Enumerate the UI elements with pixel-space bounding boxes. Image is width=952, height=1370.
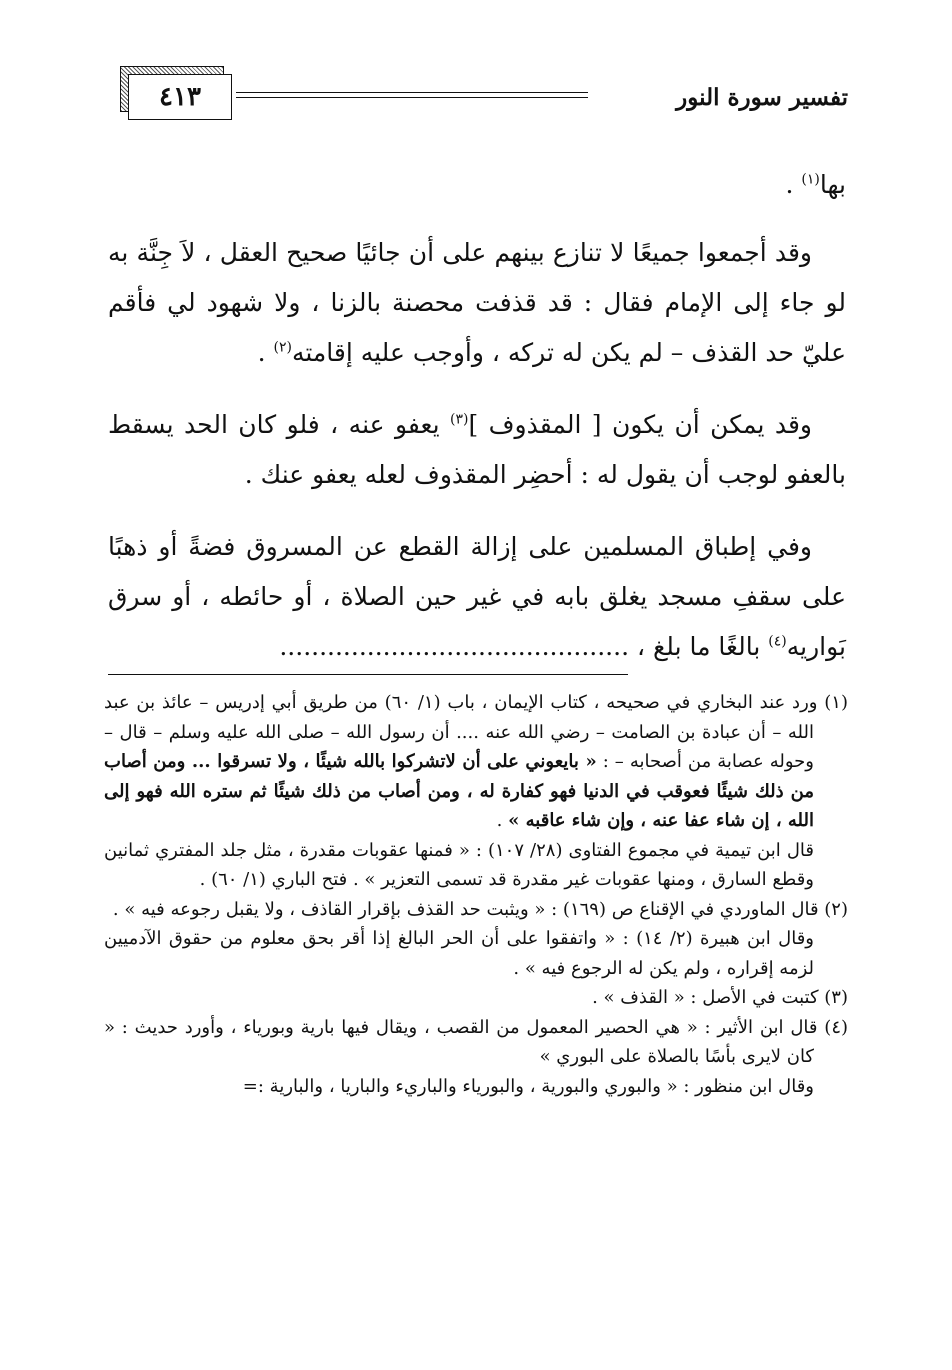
paragraph-1-text: وقد أجمعوا جميعًا لا تنازع بينهم على أن جائيًا صحيح العقل ، لاَ جِنَّة به لو جاء إلى الإمام فقال : قد قذفت محصنة بالزنا ، ولا شهود لي فأقم عليّ حد القذف – لم يكن له تركه ، وأوجب عليه إقامته [108,238,846,367]
footnote-ref-2[interactable]: (٢) [273,339,292,356]
paragraph-1-end: . [257,338,274,367]
footnote-ref-3[interactable]: (٣) [449,411,469,428]
main-text [108,160,846,694]
header-rule [236,92,588,98]
footnote-1-text: (١) ورد عند البخاري في صحيحه ، كتاب الإيمان ، باب (١/ ٦٠) من طريق أبي إدريس – عائذ بن عبد الله – أن عبادة بن الصامت – رضي الله عنه .... أن رسول الله – صلى الله عليه وسلم – قال – وحوله عصابة من أصحابه – : [104,692,848,772]
footnote-1-continuation: قال ابن تيمية في مجموع الفتاوى (٢٨/ ١٠٧) : « فمنها عقوبات مقدرة ، مثل جلد المفتري ثمانين وقطع السارق ، ومنها عقوبات غير مقدرة قد تسمى التعزير » . فتح الباري (١/ ٦٠) . [104,839,814,890]
footnote-ref-4[interactable]: (٤) [768,633,787,650]
footnote-2-continuation: وقال ابن هبيرة (٢/ ١٤) : « واتفقوا على أن الحر البالغ إذا أقر بحق معلوم من حقوق الآدميين لزمه إقراره ، ولم يكن له الرجوع فيه » . [104,928,814,979]
running-title: تفسير سورة النور [676,84,848,111]
continuation-dots: ............................................ [279,632,630,661]
footnote-4-continuation: وقال ابن منظور : « والبوري والبورية ، والبورياء والباريء والباريا ، والبارية := [242,1075,814,1097]
paragraph-3-text-b: بالغًا ما بلغ ، [629,632,769,661]
paragraph-2 [108,400,846,500]
footnote-separator [108,674,628,675]
footnote-1-hadith: « بايعوني على أن لاتشركوا بالله شيئًا ، ولا تسرقوا ... ومن أصاب من ذلك شيئًا فعوقب في الدنيا فهو كفارة له ، ومن أصاب من ذلك شيئًا ثم ستره الله فهو إلى الله ، إن شاء عفا عنه ، وإن شاء عاقبه » [104,751,814,831]
page-header [112,62,852,124]
footnote-3: (٣) كتبت في الأصل : « القذف » . [592,987,848,1008]
footnote-1 [104,688,848,836]
paragraph-0-text: بها [819,170,846,199]
paragraph-1 [108,228,846,378]
paragraph-2-text-a: وقد يمكن أن يكون [ المقذوف ] [468,410,812,439]
paragraph-2-text-b: يعفو عنه ، فلو كان الحد يسقط بالعفو لوجب أن يقول له : أحضِر المقذوف لعله يعفو عنك . [108,410,846,489]
footnote-2: (٢) قال الماوردي في الإقناع ص (١٦٩) : « ويثبت حد القذف بإقرار القاذف ، ولا يقبل رجوعه فيه » . [112,898,848,920]
footnote-4: (٤) قال ابن الأثير : « هي الحصير المعمول من القصب ، ويقال فيها بارية وبورياء ، وأورد حديث : « كان لايرى بأسًا بالصلاة على البوري » [104,1016,849,1067]
paragraph-3-text-a: وفي إطباق المسلمين على إزالة القطع عن المسروق فضةً أو ذهبًا على سقفِ مسجد يغلق بابه في غير حين الصلاة ، أو حائطه ، أو سرق بَواريه [108,532,846,661]
footnote-1-end: . [496,810,509,831]
paragraph-0 [108,160,846,210]
page-number: ٤١٣ [128,74,232,120]
footnotes [104,688,848,1101]
footnote-ref-1[interactable]: (١) [801,171,820,188]
paragraph-0-end: . [785,170,802,199]
paragraph-3 [108,522,846,672]
